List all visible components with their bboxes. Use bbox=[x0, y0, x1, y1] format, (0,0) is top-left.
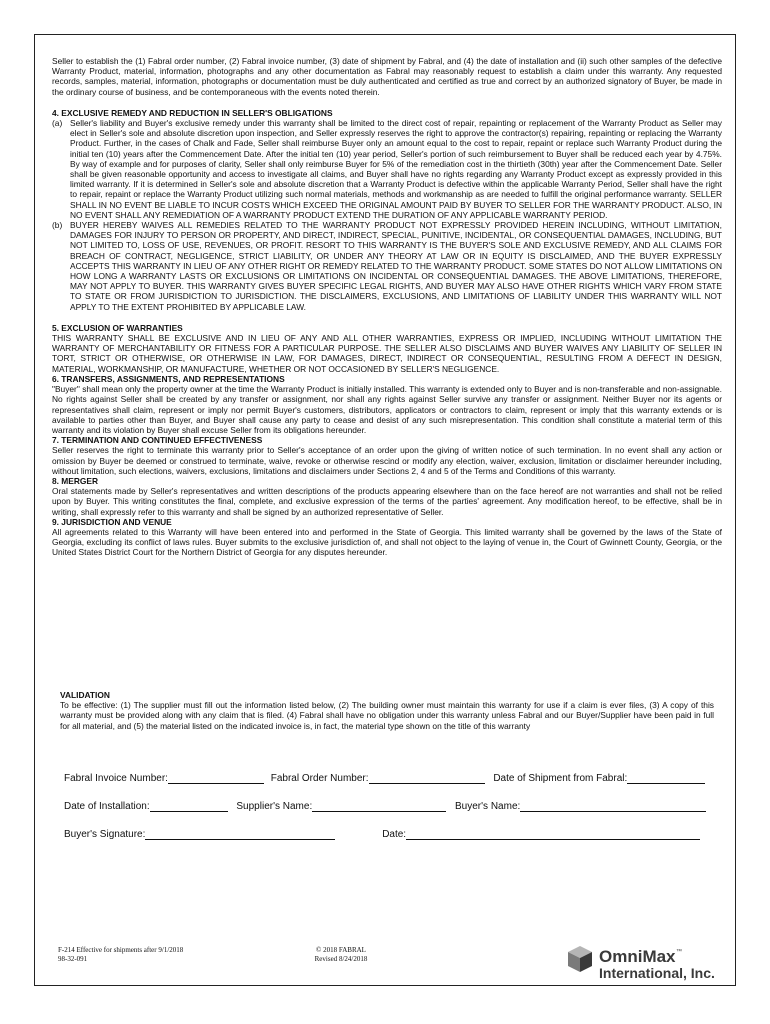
section-9-text: All agreements related to this Warranty will have been entered into and performed in the State of Georgia. This limited warranty shall be governed by the laws of the State of Georgia, excluding its conflict of laws rules. Buyer submits to the exclusive jurisdiction of, and shall not object to the laying of venue in, the Court of Gwinnett County, Georgia, or the United States District Court for the Northern District of Georgia for any disputes hereunder. bbox=[52, 526, 722, 558]
form-row-1 bbox=[64, 772, 724, 784]
footer-form-number: 98-32-091 bbox=[58, 955, 88, 963]
cube-icon bbox=[568, 946, 592, 972]
validation-text: To be effective: (1) The supplier must fill out the information listed below, (2) The building owner must maintain this warranty for use if a claim is ever files, (3) A copy of this warranty must be provided along with any claim that is filed. (4) Fabral shall have no obligation under this warranty unless Fabral and our Buyer/Supplier have been paid in full for all material, and (5) the material listed on the indicated invoice is, in fact, the material type shown on the title of this warranty bbox=[60, 700, 714, 731]
install-date-label: Date of Installation: bbox=[64, 801, 150, 812]
section-5 bbox=[52, 323, 722, 374]
form-row-2 bbox=[64, 800, 724, 812]
warranty-body bbox=[52, 56, 722, 558]
supplier-name-label: Supplier's Name: bbox=[236, 801, 313, 812]
footer-copyright: © 2018 FABRAL bbox=[316, 946, 366, 954]
section-7-text: Seller reserves the right to terminate this warranty prior to Seller's acceptance of an order upon the giving of written notice of such termination. In no event shall any action or omission by Buyer be deemed or construed to terminate, waive, revoke or otherwise rescind or modify any election, waiver, exclusion, limitation or disclaimer hereunder including, without limitation, such elections, waivers, exclusions, limitations and disclaimers under Sections 2, 4 and 5 of the Terms and Conditions of this warranty. bbox=[52, 445, 722, 476]
date-field[interactable] bbox=[406, 828, 700, 840]
order-field[interactable] bbox=[369, 772, 485, 784]
logo-sub-text: International, Inc. bbox=[599, 965, 715, 981]
logo-trademark: ™ bbox=[676, 949, 682, 955]
order-label: Fabral Order Number: bbox=[270, 773, 369, 784]
section-8 bbox=[52, 476, 722, 517]
section-4a bbox=[52, 118, 722, 220]
supplier-name-field[interactable] bbox=[312, 800, 446, 812]
validation-block bbox=[60, 690, 714, 731]
omnimax-logo bbox=[566, 942, 734, 982]
section-4a-text: Seller's liability and Buyer's exclusive remedy under this warranty shall be limited to the direct cost of repair, repainting or replacement of the Warranty Product as Seller may elect in Seller's sole and absolute discretion upon inspection, and Seller expressly reserves the right to approve the contractor(s) repairing, repainting or replacing the Warranty Product. Further, in the cases of Chalk and Fade, Seller shall reimburse Buyer only an amount equal to the cost to repair, repaint or replace such Warranty Product during the initial ten (10) years after the Commencement Date. After the initial ten (10) year period, Seller's portion of such reimbursement to Buyer shall be reduced each year by 4.75%. By way of example and for purposes of clarity, Seller shall only reimburse Buyer for 5% of the remediation cost in the thirtieth (30th) year after the Commencement Date. Seller shall be given reasonable opportunity and access to investigate all claims, and Buyer shall have no rights regarding any Warranty Product except as expressly provided in this limited warranty. If it is determined in Seller's sole and absolute discretion that a Warranty Product is defective within the applicable Warranty Period, Seller shall have the right to repair, repaint or replace the Warranty Product utilizing such normal materials, methods and workmanship as are needed to fulfill the original performance warranty. SELLER SHALL IN NO EVENT BE LIABLE TO INCUR COSTS WHICH EXCEED THE ORIGINAL AMOUNT PAID BY BUYER TO SELLER FOR THE WARRANTY PRODUCT. ALSO, IN NO EVENT SHALL ANY REMEDIATION OF A WARRANTY PRODUCT EXTEND THE DURATION OF ANY APPLICABLE WARRANTY PERIOD. bbox=[70, 118, 722, 220]
invoice-label: Fabral Invoice Number: bbox=[64, 773, 168, 784]
section-6-heading: 6. TRANSFERS, ASSIGNMENTS, AND REPRESENTATIONS bbox=[52, 373, 285, 384]
section-4a-label: (a) bbox=[52, 118, 63, 129]
section-4b-label: (b) bbox=[52, 220, 63, 231]
ship-date-field[interactable] bbox=[627, 772, 705, 784]
footer-copyright-block bbox=[296, 946, 386, 964]
section-6-text: "Buyer" shall mean only the property owner at the time the Warranty Product is initially installed. This warranty is extended only to Buyer and is non-transferable and non-assignable. No rights against Seller shall be created by any transfer or assignment, nor shall any rights against Seller survive any transfer or assignment. Neither Buyer nor its agents or representatives shall claim, represent or imply nor permit Buyer's customers, distributors, applicators or contractors to claim, represent or imply that this warranty extends or is available to parties other than Buyer, and Buyer shall cause any party to cease and desist of any such misrepresentation. This condition shall constitute a material term of this warranty and its violation by Buyer shall excuse Seller from its obligations hereunder. bbox=[52, 384, 722, 435]
date-label: Date: bbox=[382, 829, 407, 840]
intro-paragraph: Seller to establish the (1) Fabral order number, (2) Fabral invoice number, (3) date of shipment by Fabral, and (4) the date of installation and (ii) such other samples of the defective Warranty Product, material, information, photographs and any other documentation as Fabral may reasonably request to establish a claim under this warranty. Any requested records, samples, material, information, photographs or documentation must be duly authenticated and certified as true and correct by an authorized signatory of Buyer, be made in the ordinary course of business, and be contemporaneous with the events noted therein. bbox=[52, 56, 722, 97]
validation-title: VALIDATION bbox=[60, 690, 110, 700]
section-4 bbox=[52, 108, 722, 312]
logo-brand-text: OmniMax bbox=[599, 947, 676, 966]
invoice-field[interactable] bbox=[168, 772, 264, 784]
section-5-text: THIS WARRANTY SHALL BE EXCLUSIVE AND IN LIEU OF ANY AND ALL OTHER WARRANTIES, EXPRESS OR IMPLIED, INCLUDING WITHOUT LIMITATION THE WARRANTY OF MERCHANTABILITY OR FITNESS FOR A PARTICULAR PURPOSE. THE SELLER ALSO DISCLAIMS AND BUYER WAIVES ANY LIABILITY OF SELLER IN TORT, STRICT OR OTHERWISE, OR OTHERWISE IN LAW, FOR DAMAGES, DIRECT, INDIRECT OR CONSEQUENTIAL, RESULTING FROM A DEFECT IN DESIGN, MATERIAL, WORKMANSHIP, OR MANUFACTURE, WHETHER OR NOT OCCASIONED BY SELLER'S NEGLIGENCE. bbox=[52, 333, 722, 374]
buyer-name-label: Buyer's Name: bbox=[455, 801, 521, 812]
section-8-text: Oral statements made by Seller's representatives and written descriptions of the products appearing elsewhere than on the face hereof are not warranties and shall not be relied upon by Buyer. This writing constitutes the final, complete, and exclusive expression of the terms of the parties' agreement. Any modification hereof, to be effective, shall be in writing, shall expressly refer to this warranty and shall be signed by an authorized representative of Seller. bbox=[52, 486, 722, 517]
buyer-name-field[interactable] bbox=[520, 800, 706, 812]
section-7 bbox=[52, 435, 722, 476]
section-8-heading: 8. MERGER bbox=[52, 475, 99, 486]
section-4-heading: 4. EXCLUSIVE REMEDY AND REDUCTION IN SELLER'S OBLIGATIONS bbox=[52, 107, 333, 118]
section-4b-text: BUYER HEREBY WAIVES ALL REMEDIES RELATED TO THE WARRANTY PRODUCT NOT EXPRESSLY PROVIDED HEREIN INCLUDING, WITHOUT LIMITATION, DAMAGES FOR INJURY TO PERSON OR PROPERTY, AND DIRECT, INDIRECT, SPECIAL, PUNITIVE, INCIDENTAL, OR CONSEQUENTIAL DAMAGES, INCLUDING, BUT NOT LIMITED TO, LOSS OF USE, REVENUES, OR PROFIT. RESORT TO THIS WARRANTY IS THE BUYER'S SOLE AND EXCLUSIVE REMEDY, AND ALL CLAIMS FOR BREACH OF CONTRACT, NEGLIGENCE, STRICT LIABILITY, OR UNDER ANY THEORY AT LAW OR IN EQUITY IS DISCLAIMED, AND THE BUYER EXPRESSLY ACCEPTS THIS WARRANTY IN LIEU OF ANY OTHER RIGHT OR REMEDY RELATED TO THE WARRANTY PRODUCT. SOME STATES DO NOT ALLOW LIMITATIONS ON HOW LONG A WARRANTY LASTS OR EXCLUSIONS OR LIMITATIONS ON INCIDENTAL OR CONSEQUENTIAL DAMAGES. THE ABOVE LIMITATIONS, THEREFORE, MAY NOT APPLY TO BUYER. THIS WARRANTY GIVES BUYER SPECIFIC LEGAL RIGHTS, AND BUYER MAY ALSO HAVE OTHER RIGHTS WHICH VARY FROM STATE TO STATE OR FROM JURISDICTION TO JURISDICTION. THE DISCLAIMERS, EXCLUSIONS, AND LIMITATIONS OF LIABILITY UNDER THIS WARRANTY WILL NOT APPLY TO THE EXTENT PROHIBITED BY APPLICABLE LAW. bbox=[70, 220, 722, 312]
footer-form-id: F-214 Effective for shipments after 9/1/2018 bbox=[58, 946, 184, 954]
section-9 bbox=[52, 517, 722, 558]
signature-field[interactable] bbox=[145, 828, 335, 840]
section-9-heading: 9. JURISDICTION AND VENUE bbox=[52, 516, 172, 527]
footer-revised: Revised 8/24/2018 bbox=[314, 955, 368, 963]
section-6 bbox=[52, 374, 722, 435]
section-4b bbox=[52, 220, 722, 312]
section-7-heading: 7. TERMINATION AND CONTINUED EFFECTIVENESS bbox=[52, 435, 263, 446]
ship-date-label: Date of Shipment from Fabral: bbox=[493, 773, 628, 784]
form-row-3 bbox=[64, 828, 724, 840]
footer-form-info bbox=[58, 946, 183, 964]
section-5-heading: 5. EXCLUSION OF WARRANTIES bbox=[52, 322, 183, 333]
signature-label: Buyer's Signature: bbox=[64, 829, 146, 840]
install-date-field[interactable] bbox=[150, 800, 228, 812]
